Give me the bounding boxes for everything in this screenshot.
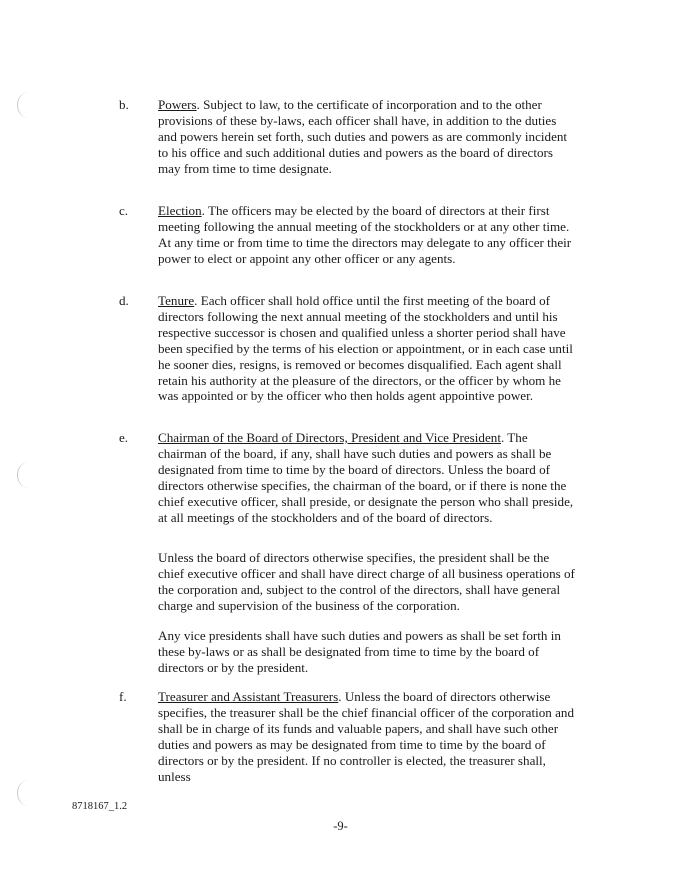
punch-hole-mark [17,462,40,488]
item-label: f. [119,689,127,704]
section-heading: Treasurer and Assistant Treasurers [158,689,339,704]
item-label: d. [119,293,129,308]
section-body [158,97,578,177]
section-heading: Election [158,203,202,218]
item-label: b. [119,97,129,112]
section-text: . The chairman of the board, if any, shall have such duties and powers as shall be designated from time to time by the board of directors. Unless the board of directors otherwise specifies, the chairman of the board, or if there is none the chief executive officer, shall preside, or designate the person who shall preside, at all meetings of the stockholders and of the board of directors. [158,430,574,525]
president-paragraph: Unless the board of directors otherwise specifies, the president shall be the chief executive officer and shall have direct charge of all business operations of the corporation and, subject to the control of the directors, shall have general charge and supervision of the business of the corporation. [158,550,575,613]
punch-hole-mark [17,92,40,118]
section-body [158,430,578,525]
section-text: . Subject to law, to the certificate of incorporation and to the other provisions of these by-laws, each officer shall have, in addition to the duties and powers herein set forth, such duties and powers as are commonly incident to his office and such additional duties and powers as the board of directors may from time to time designate. [158,97,568,176]
section-text: . Each officer shall hold office until the first meeting of the board of directors following the next annual meeting of the stockholders and until his respective successor is chosen and qualified unless a shorter period shall have been specified by the terms of his election or appointment, or in each case until he sooner dies, resigns, is removed or becomes disqualified. Each agent shall retain his authority at the pleasure of the directors, or the officer by whom he was appointed or by the officer who then holds agent appointive power. [158,293,573,404]
item-label: e. [119,430,129,445]
section-text: . The officers may be elected by the board of directors at their first meeting following the annual meeting of the stockholders or at any other time. At any time or from time to time the directors may delegate to any officer their power to elect or appoint any other officer or any agents. [158,203,572,266]
item-label: c. [119,203,129,218]
page-number: -9- [333,819,348,833]
section-body [158,203,578,267]
section-text: . Unless the board of directors otherwise specifies, the treasurer shall be the chief financial officer of the corporation and shall be in charge of its funds and valuable papers, and shall have such other duties and powers as may be designated from time to time by the board of directors or by the president. If no controller is elected, the treasurer shall, unless [158,689,575,784]
section-heading: Chairman of the Board of Directors, President and Vice President [158,430,501,445]
section-heading: Tenure [158,293,195,308]
vice-president-paragraph: Any vice presidents shall have such duties and powers as shall be set forth in these by-laws or as shall be designated from time to time by the board of directors or by the president. [158,628,561,675]
section-body [158,689,578,784]
punch-hole-mark [17,780,40,806]
document-id: 8718167_1.2 [72,801,128,812]
section-heading: Powers [158,97,197,112]
section-body [158,293,578,404]
